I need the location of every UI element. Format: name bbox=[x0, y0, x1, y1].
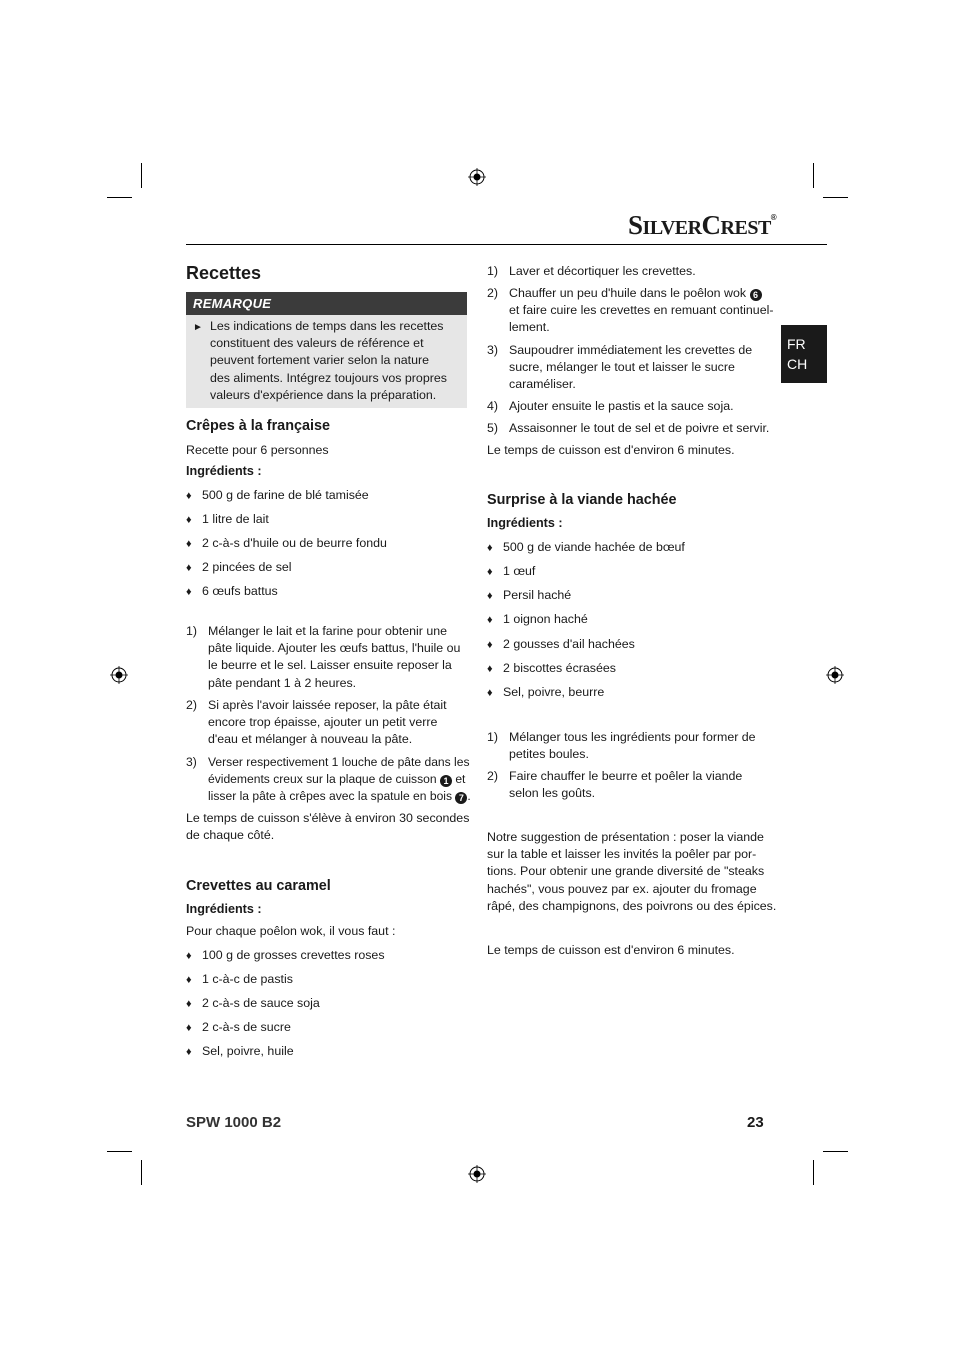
crop-mark bbox=[813, 1160, 814, 1185]
bullet-icon: ♦ bbox=[186, 538, 192, 550]
crop-mark bbox=[141, 163, 142, 188]
registration-mark-icon bbox=[468, 168, 486, 186]
crevettes-ingredients-label: Ingrédients : bbox=[186, 902, 262, 916]
note-text bbox=[210, 318, 460, 404]
surprise-time: Le temps de cuisson est d'environ 6 minutes. bbox=[487, 943, 735, 957]
crop-mark bbox=[823, 197, 848, 198]
registration-mark-icon bbox=[826, 666, 844, 684]
note-box bbox=[186, 292, 467, 408]
note-line: Les indications de temps dans les recettes bbox=[210, 319, 444, 333]
note-line: peuvent fortement varier selon la nature bbox=[210, 353, 430, 368]
crop-mark bbox=[107, 197, 132, 198]
bullet-icon: ♦ bbox=[186, 950, 192, 962]
list-item: ♦ 2 c-à-s de sauce soja bbox=[186, 996, 320, 1010]
bullet-icon: ♦ bbox=[186, 974, 192, 986]
crepes-time: Le temps de cuisson s'élève à environ 30 secondes de chaque côté. bbox=[186, 811, 470, 843]
page-number: 23 bbox=[747, 1114, 764, 1131]
list-item: ♦ 2 gousses d'ail hachées bbox=[487, 637, 635, 651]
bullet-icon: ♦ bbox=[186, 998, 192, 1010]
registration-mark-icon bbox=[110, 666, 128, 684]
surprise-title: Surprise à la viande hachée bbox=[487, 492, 677, 508]
crop-mark bbox=[107, 1151, 132, 1152]
crevettes-intro: Pour chaque poêlon wok, il vous faut : bbox=[186, 924, 396, 938]
header-rule bbox=[186, 244, 827, 245]
bullet-icon: ♦ bbox=[487, 542, 493, 554]
list-item: ♦ 500 g de farine de blé tamisée bbox=[186, 488, 369, 502]
bullet-icon: ♦ bbox=[487, 687, 493, 699]
bullet-icon: ♦ bbox=[186, 1022, 192, 1034]
crop-mark bbox=[813, 163, 814, 188]
list-item: ♦ 1 oignon haché bbox=[487, 612, 588, 626]
list-item: ♦ 500 g de viande hachée de bœuf bbox=[487, 540, 685, 554]
arrow-icon: ► bbox=[193, 322, 203, 333]
list-item: ♦ Sel, poivre, beurre bbox=[487, 685, 605, 699]
bullet-icon: ♦ bbox=[186, 490, 192, 502]
bullet-icon: ♦ bbox=[186, 1046, 192, 1058]
bullet-icon: ♦ bbox=[487, 663, 493, 675]
crepes-servings: Recette pour 6 personnes bbox=[186, 443, 329, 457]
list-item: ♦ 100 g de grosses crevettes roses bbox=[186, 948, 385, 962]
crevettes-time: Le temps de cuisson est d'environ 6 minutes. bbox=[487, 443, 735, 457]
list-item: ♦ 2 biscottes écrasées bbox=[487, 661, 616, 675]
model-number: SPW 1000 B2 bbox=[186, 1114, 282, 1131]
surprise-ingredients-label: Ingrédients : bbox=[487, 516, 563, 530]
list-item: ♦ 1 œuf bbox=[487, 564, 536, 578]
list-item: ♦ 2 c-à-s de sucre bbox=[186, 1020, 291, 1034]
crepes-ingredients-label: Ingrédients : bbox=[186, 464, 262, 478]
list-item: ♦ 1 c-à-c de pastis bbox=[186, 972, 293, 986]
note-heading: REMARQUE bbox=[186, 292, 467, 315]
brand-logo: SILVERCREST® bbox=[628, 210, 777, 240]
bullet-icon: ♦ bbox=[487, 590, 493, 602]
note-line: valeurs d'expérience dans la préparation. bbox=[210, 387, 437, 402]
language-tab bbox=[781, 325, 827, 383]
list-item: ♦ 1 litre de lait bbox=[186, 512, 269, 526]
list-item: ♦ Persil haché bbox=[487, 588, 572, 602]
bullet-icon: ♦ bbox=[186, 514, 192, 526]
language-code-fr: FR bbox=[787, 336, 806, 352]
crop-mark bbox=[823, 1151, 848, 1152]
part-number-badge: 6 bbox=[750, 289, 762, 301]
crevettes-title: Crevettes au caramel bbox=[186, 878, 331, 894]
crepes-title: Crêpes à la française bbox=[186, 418, 330, 434]
page-title: Recettes bbox=[186, 263, 262, 283]
part-number-badge: 1 bbox=[440, 775, 452, 787]
note-line: des aliments. Intégrez toujours vos propres bbox=[210, 370, 447, 385]
bullet-icon: ♦ bbox=[487, 639, 493, 651]
bullet-icon: ♦ bbox=[487, 566, 493, 578]
bullet-icon: ♦ bbox=[186, 586, 192, 598]
registration-mark-icon bbox=[468, 1165, 486, 1183]
list-item: ♦ 6 œufs battus bbox=[186, 584, 278, 598]
list-item: ♦ Sel, poivre, huile bbox=[186, 1044, 294, 1058]
bullet-icon: ♦ bbox=[186, 562, 192, 574]
note-line: constituent des valeurs de référence et bbox=[210, 336, 424, 351]
list-item: ♦ 2 pincées de sel bbox=[186, 560, 292, 574]
list-item: ♦ 2 c-à-s d'huile ou de beurre fondu bbox=[186, 536, 387, 550]
part-number-badge: 7 bbox=[455, 792, 467, 804]
bullet-icon: ♦ bbox=[487, 614, 493, 626]
crop-mark bbox=[141, 1160, 142, 1185]
surprise-suggestion: Notre suggestion de présentation : poser la viande sur la table et laisser les invités la poêler par por- tions. Pour obtenir une grande diversité de "steaks hachés", vous pouvez par ex. ajouter du fromage râpé, des champignons, des poivrons ou des épices. bbox=[487, 830, 777, 913]
language-code-ch: CH bbox=[787, 356, 808, 372]
